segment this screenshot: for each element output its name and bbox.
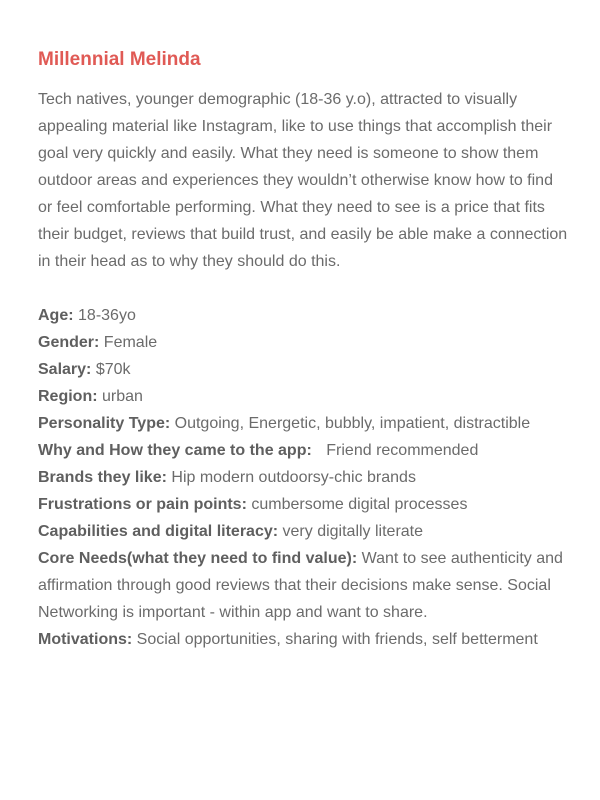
attribute-age (38, 302, 568, 329)
attribute-value: very digitally literate (282, 523, 424, 540)
attribute-core-needs (38, 545, 568, 626)
attribute-motivations (38, 626, 568, 653)
attribute-value: cumbersome digital processes (251, 496, 468, 513)
attribute-value: $70k (95, 361, 131, 378)
attribute-value: 18-36yo (78, 307, 136, 324)
attribute-value: Friend recommended (326, 442, 479, 459)
persona-name: Millennial Melinda (38, 49, 201, 70)
attribute-label: Brands they like: (38, 469, 167, 486)
attribute-label: Capabilities and digital literacy: (38, 523, 279, 540)
attribute-gender (38, 329, 568, 356)
attribute-why-how (38, 437, 568, 464)
persona-card (38, 48, 568, 653)
attribute-label: Age: (38, 307, 74, 324)
attribute-frustrations (38, 491, 568, 518)
attribute-value: Outgoing, Energetic, bubbly, impatient, distractible (174, 415, 531, 432)
attribute-label: Salary: (38, 361, 92, 378)
attribute-label: Frustrations or pain points: (38, 496, 247, 513)
attribute-salary (38, 356, 568, 383)
attribute-label: Region: (38, 388, 98, 405)
attribute-value: Hip modern outdoorsy-chic brands (171, 469, 416, 486)
attribute-region (38, 383, 568, 410)
attribute-label: Personality Type: (38, 415, 171, 432)
attribute-label: Why and How they came to the app: (38, 442, 312, 459)
attribute-label: Gender: (38, 334, 100, 351)
attribute-value: urban (102, 388, 143, 405)
persona-description: Tech natives, younger demographic (18-36 y.o), attracted to visually appealing material like Instagram, like to use things that accomplish their goal very quickly and easily. What they need is someone to show them outdoor areas and experiences they wouldn’t otherwise know how to find or feel comfortable performing. What they need to see is a price that fits their budget, reviews that build trust, and easily be able make a connection in their head as to why they should do this. (38, 91, 568, 270)
attribute-label: Motivations: (38, 631, 133, 648)
attribute-value: Want to see authenticity and affirmation through good reviews that their decisions make sense. Social Networking is important - within app and want to share. (38, 550, 563, 621)
attribute-value: Social opportunities, sharing with friends, self betterment (136, 631, 538, 648)
persona-attributes (38, 302, 568, 653)
attribute-capabilities (38, 518, 568, 545)
attribute-brands (38, 464, 568, 491)
attribute-label: Core Needs(what they need to find value): (38, 550, 358, 567)
attribute-personality (38, 410, 568, 437)
attribute-value: Female (103, 334, 158, 351)
